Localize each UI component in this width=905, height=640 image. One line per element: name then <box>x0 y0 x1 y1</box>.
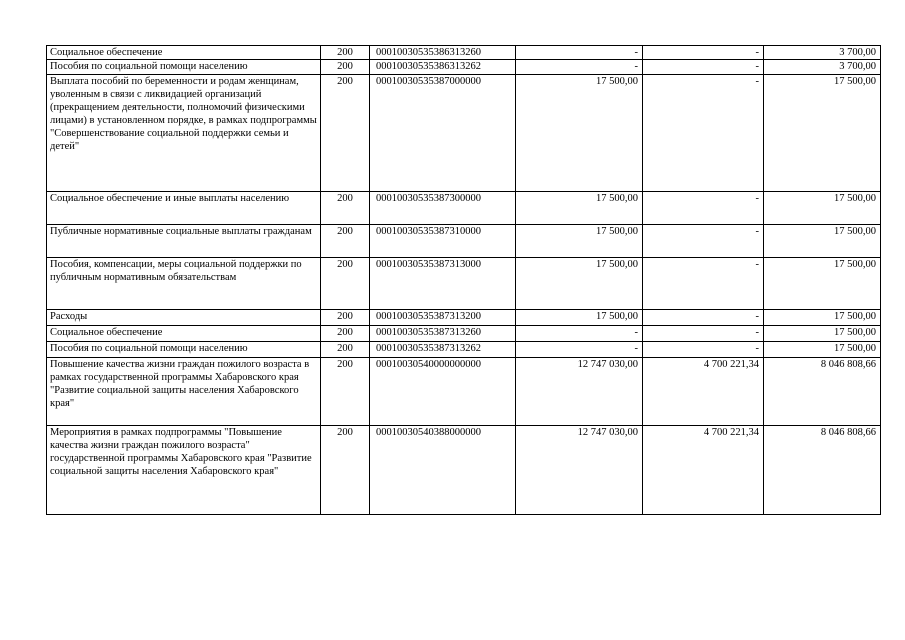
row-approved: 12 747 030,00 <box>516 358 643 426</box>
table-row <box>47 75 881 192</box>
table-row <box>47 426 881 515</box>
row-code: 200 <box>321 258 370 310</box>
row-approved: - <box>516 326 643 342</box>
row-name: Расходы <box>47 310 321 326</box>
row-executed: 4 700 221,34 <box>643 358 764 426</box>
row-kbk: 00010030535387310000 <box>370 225 516 258</box>
row-code: 200 <box>321 342 370 358</box>
row-name: Пособия по социальной помощи населению <box>47 342 321 358</box>
row-name: Публичные нормативные социальные выплаты гражданам <box>47 225 321 258</box>
row-unexecuted: 17 500,00 <box>764 192 881 225</box>
row-approved: 17 500,00 <box>516 258 643 310</box>
row-name: Выплата пособий по беременности и родам женщинам, уволенным в связи с ликвидацией организаций (прекращением деятельности, полномочий физическими лицами) в установленном порядке, в рамках подпрограммы "Совершенствование социальной поддержки семьи и детей" <box>47 75 321 192</box>
row-approved: 17 500,00 <box>516 75 643 192</box>
row-unexecuted: 17 500,00 <box>764 75 881 192</box>
row-name: Пособия, компенсации, меры социальной поддержки по публичным нормативным обязательствам <box>47 258 321 310</box>
row-approved: - <box>516 46 643 60</box>
row-kbk: 00010030540000000000 <box>370 358 516 426</box>
budget-execution-table <box>46 45 881 515</box>
row-name: Социальное обеспечение и иные выплаты населению <box>47 192 321 225</box>
table-row <box>47 46 881 60</box>
row-code: 200 <box>321 46 370 60</box>
row-code: 200 <box>321 310 370 326</box>
row-approved: 17 500,00 <box>516 225 643 258</box>
row-unexecuted: 17 500,00 <box>764 258 881 310</box>
row-approved: 12 747 030,00 <box>516 426 643 515</box>
row-executed: - <box>643 60 764 75</box>
row-executed: - <box>643 192 764 225</box>
row-executed: - <box>643 46 764 60</box>
row-name: Социальное обеспечение <box>47 326 321 342</box>
row-code: 200 <box>321 225 370 258</box>
row-kbk: 00010030540388000000 <box>370 426 516 515</box>
row-name: Социальное обеспечение <box>47 46 321 60</box>
row-executed: - <box>643 225 764 258</box>
row-code: 200 <box>321 426 370 515</box>
row-code: 200 <box>321 326 370 342</box>
row-approved: 17 500,00 <box>516 192 643 225</box>
row-unexecuted: 17 500,00 <box>764 310 881 326</box>
row-unexecuted: 3 700,00 <box>764 46 881 60</box>
row-unexecuted: 17 500,00 <box>764 326 881 342</box>
row-executed: - <box>643 75 764 192</box>
row-name: Пособия по социальной помощи населению <box>47 60 321 75</box>
row-code: 200 <box>321 60 370 75</box>
table-row <box>47 358 881 426</box>
row-executed: - <box>643 258 764 310</box>
row-unexecuted: 8 046 808,66 <box>764 358 881 426</box>
row-code: 200 <box>321 358 370 426</box>
table-row <box>47 258 881 310</box>
table-row <box>47 225 881 258</box>
row-executed: 4 700 221,34 <box>643 426 764 515</box>
table-row <box>47 310 881 326</box>
row-kbk: 00010030535387313262 <box>370 342 516 358</box>
row-code: 200 <box>321 192 370 225</box>
table-row <box>47 326 881 342</box>
row-name: Мероприятия в рамках подпрограммы "Повышение качества жизни граждан пожилого возраста" государственной программы Хабаровского края "Развитие социальной защиты населения Хабаровского края" <box>47 426 321 515</box>
table-row <box>47 192 881 225</box>
row-name: Повышение качества жизни граждан пожилого возраста в рамках государственной программы Хабаровского края "Развитие социальной защиты населения Хабаровского края" <box>47 358 321 426</box>
row-kbk: 00010030535387300000 <box>370 192 516 225</box>
row-kbk: 00010030535387313200 <box>370 310 516 326</box>
row-kbk: 00010030535387313260 <box>370 326 516 342</box>
row-executed: - <box>643 326 764 342</box>
row-kbk: 00010030535387313000 <box>370 258 516 310</box>
row-approved: - <box>516 342 643 358</box>
row-approved: 17 500,00 <box>516 310 643 326</box>
row-kbk: 00010030535386313260 <box>370 46 516 60</box>
row-executed: - <box>643 310 764 326</box>
row-executed: - <box>643 342 764 358</box>
row-approved: - <box>516 60 643 75</box>
row-unexecuted: 17 500,00 <box>764 225 881 258</box>
row-unexecuted: 17 500,00 <box>764 342 881 358</box>
table-row <box>47 60 881 75</box>
row-code: 200 <box>321 75 370 192</box>
row-unexecuted: 8 046 808,66 <box>764 426 881 515</box>
row-kbk: 00010030535387000000 <box>370 75 516 192</box>
row-kbk: 00010030535386313262 <box>370 60 516 75</box>
row-unexecuted: 3 700,00 <box>764 60 881 75</box>
table-row <box>47 342 881 358</box>
